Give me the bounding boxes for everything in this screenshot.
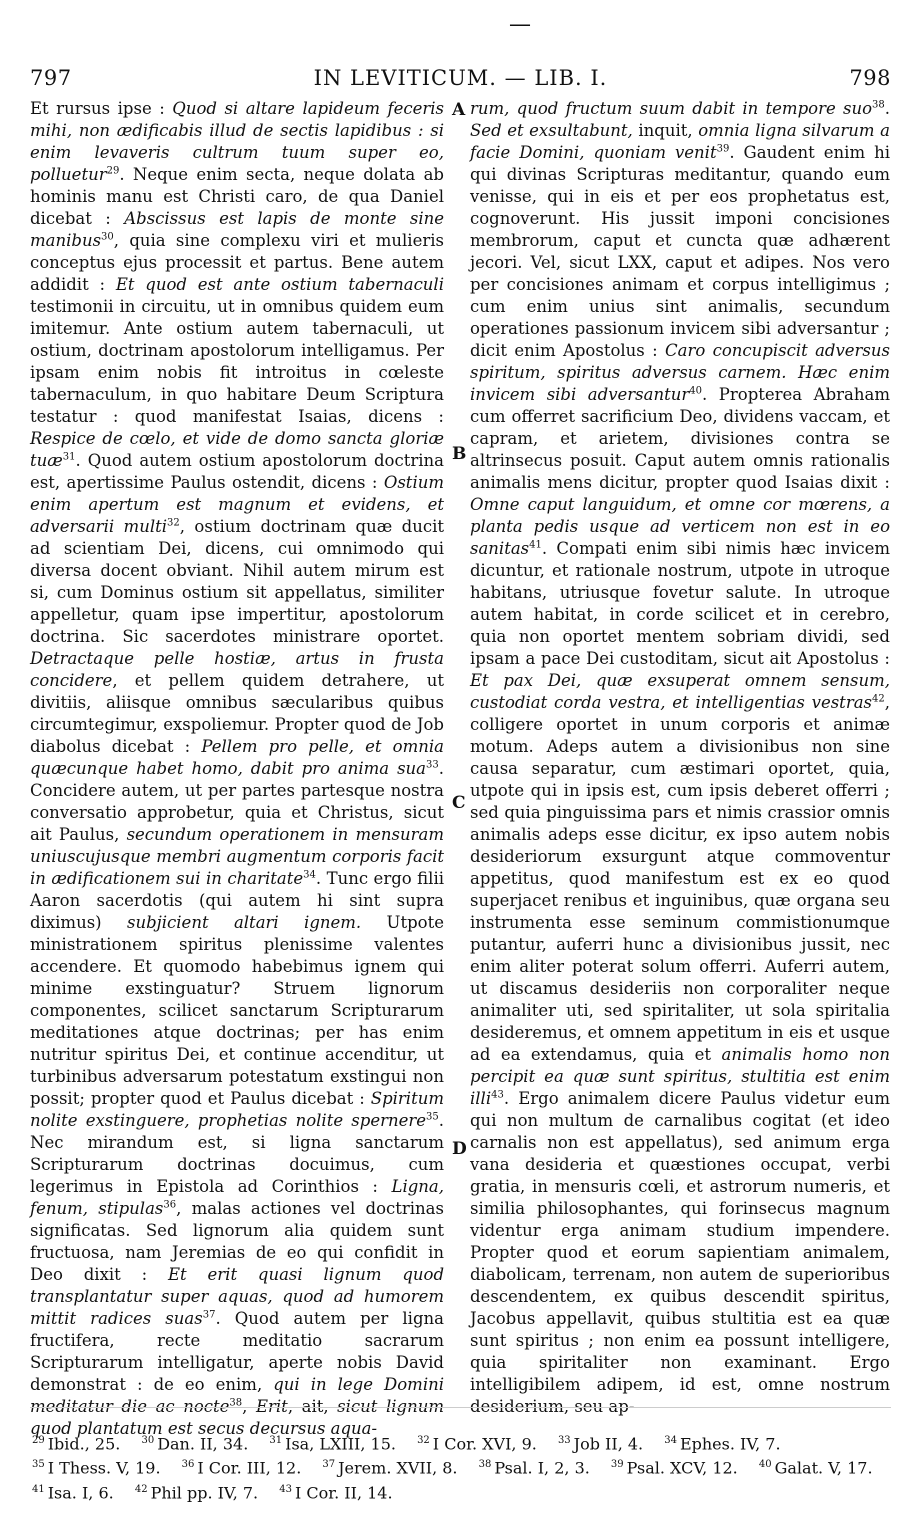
footnote-item xyxy=(32,1430,120,1454)
footnote-text: I Cor. III, 12. xyxy=(197,1458,302,1478)
footnote-ref: 42 xyxy=(872,693,885,705)
footnote-text: I Thess. V, 19. xyxy=(47,1458,161,1478)
body-text: . Propterea Abraham cum offerret sacrificium Deo, dividens vaccam, et capram, et arietem, divisiones contra se altrinsecus posuit. Caput autem omnis rationalis animalis mens dicitur, propter quod Isaias dixit : xyxy=(470,385,890,492)
footnotes xyxy=(32,1430,891,1503)
body-text: , xyxy=(242,1397,256,1416)
body-text: . Quod autem ostium apostolorum doctrina est, apertissime Paulus ostendit, dicens : xyxy=(30,451,444,492)
body-text: , ait, xyxy=(287,1397,338,1416)
body-text: . Ergo animalem dicere Paulus videtur eum qui non multum de carnalibus cogitat (et ideo carnalis non est appellatus), sed animum erga vana desideria et quæstiones occupat, verbi gratia, in mensuris cœli, et astrorum numeris, et similia philosophantes, qui forinsecus magnum videntur erga animam studium impendere. Propter quod et eorum sapientiam animalem, diabolicam, terrenam, non autem de superioribus descendentem, ex quibus descendit spiritus, Jacobus appellavit, quibus stultitia est ea quæ sunt spiritus ; non enim ea possunt intelligere, quia spiritaliter non examinant. Ergo intelligibilem adipem, id est, omne nostrum desiderium, seu ap- xyxy=(470,1089,890,1416)
footnote-text: Isa, LXIII, 15. xyxy=(285,1434,396,1454)
footnote-item xyxy=(417,1430,537,1454)
quotation-text: Ligna, fenum, stipulas xyxy=(30,1177,444,1218)
footnote-number: 33 xyxy=(557,1435,571,1446)
section-marker-c: C xyxy=(452,793,466,813)
footnote-item xyxy=(279,1479,392,1503)
body-text: , et pellem quidem detrahere, ut divitiis, aliisque omnibus sæcularibus quibus circumtegimur, exspoliemur. Propter quod de Job diabolus dicebat : xyxy=(30,671,444,756)
footnote-item xyxy=(32,1479,114,1503)
footnote-number: 34 xyxy=(664,1435,677,1446)
footnote-number: 40 xyxy=(758,1459,772,1471)
footnote-ref: 34 xyxy=(303,869,316,881)
right-column-text xyxy=(470,98,890,1418)
footnote-ref: 41 xyxy=(529,539,542,551)
quotation-text: Caro concupiscit adversus spiritum, spiritus adversus carnem. Hæc enim invicem sibi adversantur xyxy=(470,341,890,404)
footnote-ref: 32 xyxy=(167,517,180,529)
footnote-item xyxy=(141,1430,248,1454)
footnote-ref: 39 xyxy=(716,143,730,155)
footnote-ref: 40 xyxy=(689,385,702,397)
footnote-item xyxy=(135,1479,258,1503)
section-marker-b: B xyxy=(452,444,467,464)
footnote-ref: 38 xyxy=(872,99,885,111)
quotation-text: Et pax Dei, quæ exsuperat omnem sensum, custodiat corda vestra, et intelligentias vestras xyxy=(470,671,890,712)
page-header xyxy=(30,60,891,96)
page-number-right: 798 xyxy=(849,66,891,90)
body-text: , malas actiones vel doctrinas significatas. Sed lignorum alia quidem sunt fructuosa, nam Jeremias de eo qui confidit in Deo dixit : xyxy=(30,1199,444,1284)
body-text: . Gaudent enim hi qui divinas Scripturas meditantur, quando eum venisse, qui in eis et per eos prophetatus est, cognoverunt. His jussit imponi concisiones membrorum, caput et cuncta quæ adhærent jecori. Vel, sicut LXX, caput et adipes. Nos vero per concisiones animam et corpus intelligimus ; cum enim unius sint animalis, secundum operationes passionum invicem sibi adversantur ; dicit enim Apostolus : xyxy=(470,143,890,360)
footnote-number: 41 xyxy=(32,1483,45,1495)
footnote-number: 31 xyxy=(269,1435,283,1446)
footnote-text: Job II, 4. xyxy=(573,1434,644,1454)
page-number-left: 797 xyxy=(30,66,72,90)
footnote-number: 37 xyxy=(322,1459,336,1471)
footnote-number: 30 xyxy=(141,1435,155,1446)
footnote-number: 42 xyxy=(134,1483,148,1495)
left-column xyxy=(30,98,445,1438)
body-text: . Concidere autem, ut per partes partesque nostra conversatio approbetur, quia et Christus, sicut ait Paulus, xyxy=(30,759,444,844)
footnote-ref: 31 xyxy=(62,451,76,463)
quotation-text: subjicient altari ignem. xyxy=(126,913,362,932)
footnote-text: I Cor. II, 14. xyxy=(294,1482,393,1502)
section-marker-d: D xyxy=(452,1139,467,1159)
footnote-number: 39 xyxy=(610,1459,624,1471)
footnote-item xyxy=(479,1454,590,1478)
quotation-text: Omne caput languidum, et omne cor mœrens, a planta pedis usque ad verticem non est in eo sanitas xyxy=(470,495,890,558)
body-text: Et rursus ipse : xyxy=(30,99,173,118)
quotation-text: Ostium enim apertum est magnum et evidens, et adversarii multi xyxy=(30,473,444,536)
footnote-number: 43 xyxy=(279,1483,292,1495)
quotation-text: Pellem pro pelle, et omnia quæcunque habet homo, dabit pro anima sua xyxy=(30,737,445,778)
footnote-text: Jerem. XVII, 8. xyxy=(338,1458,458,1478)
footnote-item xyxy=(664,1430,780,1454)
body-text: . Nec mirandum est, si ligna sanctarum Scripturarum doctrinas docuimus, cum legerimus in Epistola ad Corinthios : xyxy=(30,1111,444,1196)
quotation-text: Respice de cœlo, et vide de domo sancta gloriæ tuæ xyxy=(30,429,444,470)
quotation-text: Sed et exsultabunt, xyxy=(470,121,633,140)
quotation-text: Spiritum nolite exstinguere, prophetias nolite spernere xyxy=(30,1089,444,1130)
footnote-divider xyxy=(30,1407,891,1408)
body-text: , colligere oportet in unum corporis et animæ motum. Adeps autem a divisionibus non sine causa separatur, cum æstimari oportet, quia, utpote qui in ipsis est, cum ipsis deberet offerri ; sed quia pinguissima pars et nimis crassior omnis animalis adeps esse dicitur, ex ipso autem nobis desideriorum exsurgunt atque commoventur appetitus, quod manifestum est ex eo quod superjacet renibus et inguinibus, quæ organa seu instrumenta esse seminum commistionumque putantur, auferri hunc a divisionibus jussit, nec enim aliter poterat solum offerri. Auferri autem, ut discamus desideriis non corporaliter neque animaliter uti, sed spiritaliter, ut sola spiritalia desideremus, et omnem appetitum in eis et usque ad ea extendamus, quia et xyxy=(470,693,890,1064)
footnote-number: 35 xyxy=(32,1459,45,1471)
footnote-ref: 38 xyxy=(229,1397,243,1409)
footnote-text: Psal. XCV, 12. xyxy=(626,1458,738,1478)
footnote-number: 36 xyxy=(181,1459,195,1471)
right-column xyxy=(470,98,890,1416)
quotation-text: secundum operationem in mensuram uniuscujusque membri augmentum corporis facit in ædificationem sui in charitate xyxy=(30,825,444,888)
footnote-item xyxy=(269,1430,396,1454)
footnote-text: Galat. V, 17. xyxy=(774,1458,873,1478)
left-column-text xyxy=(30,98,444,1440)
footnote-item xyxy=(611,1454,738,1478)
footnote-item xyxy=(32,1454,161,1478)
footnote-text: Psal. I, 2, 3. xyxy=(494,1458,590,1478)
footnote-text: Ibid., 25. xyxy=(47,1434,121,1454)
footnote-item xyxy=(322,1454,457,1478)
footnote-number: 29 xyxy=(32,1435,45,1446)
quotation-text: omnia ligna silvarum a facie Domini, quoniam venit xyxy=(470,121,890,162)
footnote-ref: 29 xyxy=(106,165,120,177)
quotation-text: Et quod est ante ostium tabernaculi xyxy=(115,275,444,294)
footnote-ref: 37 xyxy=(202,1309,216,1321)
body-text: . Quod autem per ligna fructifera, recte meditatio sacrarum Scripturarum intelligatur, aperte nobis David demonstrat : de eo enim, xyxy=(30,1309,444,1394)
footnote-item xyxy=(182,1454,302,1478)
quotation-text: Quod si altare lapideum feceris mihi, non ædificabis illud de sectis lapidibus : si enim levaveris cultrum tuum super eo, polluetur xyxy=(30,99,445,184)
footnote-ref: 35 xyxy=(426,1111,439,1123)
body-text: , ostium doctrinam quæ ducit ad scientiam Dei, dicens, cui omnimodo qui diversa docent obviant. Nihil autem mirum est si, cum Dominus ostium sit appellatus, similiter appelletur, quam ipse impertitur, apostolorum doctrina. Sic sacerdotes ministrare oportet. xyxy=(30,517,444,646)
footnote-text: Ephes. IV, 7. xyxy=(679,1434,781,1454)
quotation-text: sicut lignum quod plantatum est secus decursus aqua- xyxy=(30,1397,444,1438)
body-text: , quia sine complexu viri et mulieris conceptus ejus processit et partus. Bene autem addidit : xyxy=(30,231,444,294)
quotation-text: Erit xyxy=(255,1397,288,1416)
footnote-text: Isa. I, 6. xyxy=(47,1482,114,1502)
quotation-text: rum, quod fructum suum dabit in tempore suo xyxy=(470,99,873,118)
quotation-text: Abscissus est lapis de monte sine manibus xyxy=(30,209,444,250)
footnote-ref: 33 xyxy=(426,759,439,771)
footnote-item xyxy=(759,1454,873,1478)
top-mark: — xyxy=(509,12,531,37)
quotation-text: animalis homo non percipit ea quæ sunt spiritus, stultitia est enim illi xyxy=(470,1045,890,1108)
body-text: . Neque enim secta, neque dolata ab hominis manu est Christi caro, de qua Daniel dicebat : xyxy=(30,165,444,228)
body-text: . Tunc ergo filii Aaron sacerdotis (qui autem hi sint supra diximus) xyxy=(30,869,445,932)
footnote-number: 32 xyxy=(417,1435,430,1446)
section-marker-a: A xyxy=(452,100,466,120)
footnote-text: Dan. II, 34. xyxy=(157,1434,249,1454)
footnote-text: Phil pp. IV, 7. xyxy=(150,1482,259,1502)
footnote-number: 38 xyxy=(478,1459,492,1471)
body-text: testimonii in circuitu, ut in omnibus quidem eum imitemur. Ante ostium autem tabernaculi, ut ostium, doctrinam apostolorum intelligamus. Per ipsam enim nobis fit introitus in cœleste tabernaculum, in quo habitare Deum Scriptura testatur : quod manifestat Isaias, dicens : xyxy=(30,297,444,426)
quotation-text: Et erit quasi lignum quod transplantatur super aquas, quod ad humorem mittit radices suas xyxy=(30,1265,445,1328)
footnote-ref: 30 xyxy=(101,231,114,243)
footnote-item xyxy=(558,1430,643,1454)
footnote-text: I Cor. XVI, 9. xyxy=(432,1434,537,1454)
quotation-text: qui in lege Domini meditatur die ac nocte xyxy=(30,1375,444,1416)
body-text: . xyxy=(884,99,890,118)
running-title: IN LEVITICUM. — LIB. I. xyxy=(313,66,608,90)
footnote-ref: 43 xyxy=(491,1089,504,1101)
quotation-text: Detractaque pelle hostiæ, artus in frusta concidere xyxy=(30,649,444,690)
body-text: Utpote ministrationem spiritus plenissime valentes accendere. Et quomodo habebimus ignem qui minime exstinguatur? Struem lignorum componentes, scilicet sanctarum Scripturarum meditationes atque doctrinas; per has enim nutritur spiritus Dei, et continue accenditur, ut turbinibus adversarum potestatum exstingui non possit; propter quod et Paulus dicebat : xyxy=(30,913,444,1108)
footnote-ref: 36 xyxy=(163,1199,177,1211)
body-text: inquit, xyxy=(632,121,699,140)
body-text: . Compati enim sibi nimis hæc invicem dicuntur, et rationale nostrum, utpote in utroque habitans, utriusque fovetur salute. In utroque autem habitat, in corde scilicet et in cerebro, quia non oportet mentem sobriam dividi, sed ipsam a pace Dei custoditam, sicut ait Apostolus : xyxy=(470,539,890,668)
